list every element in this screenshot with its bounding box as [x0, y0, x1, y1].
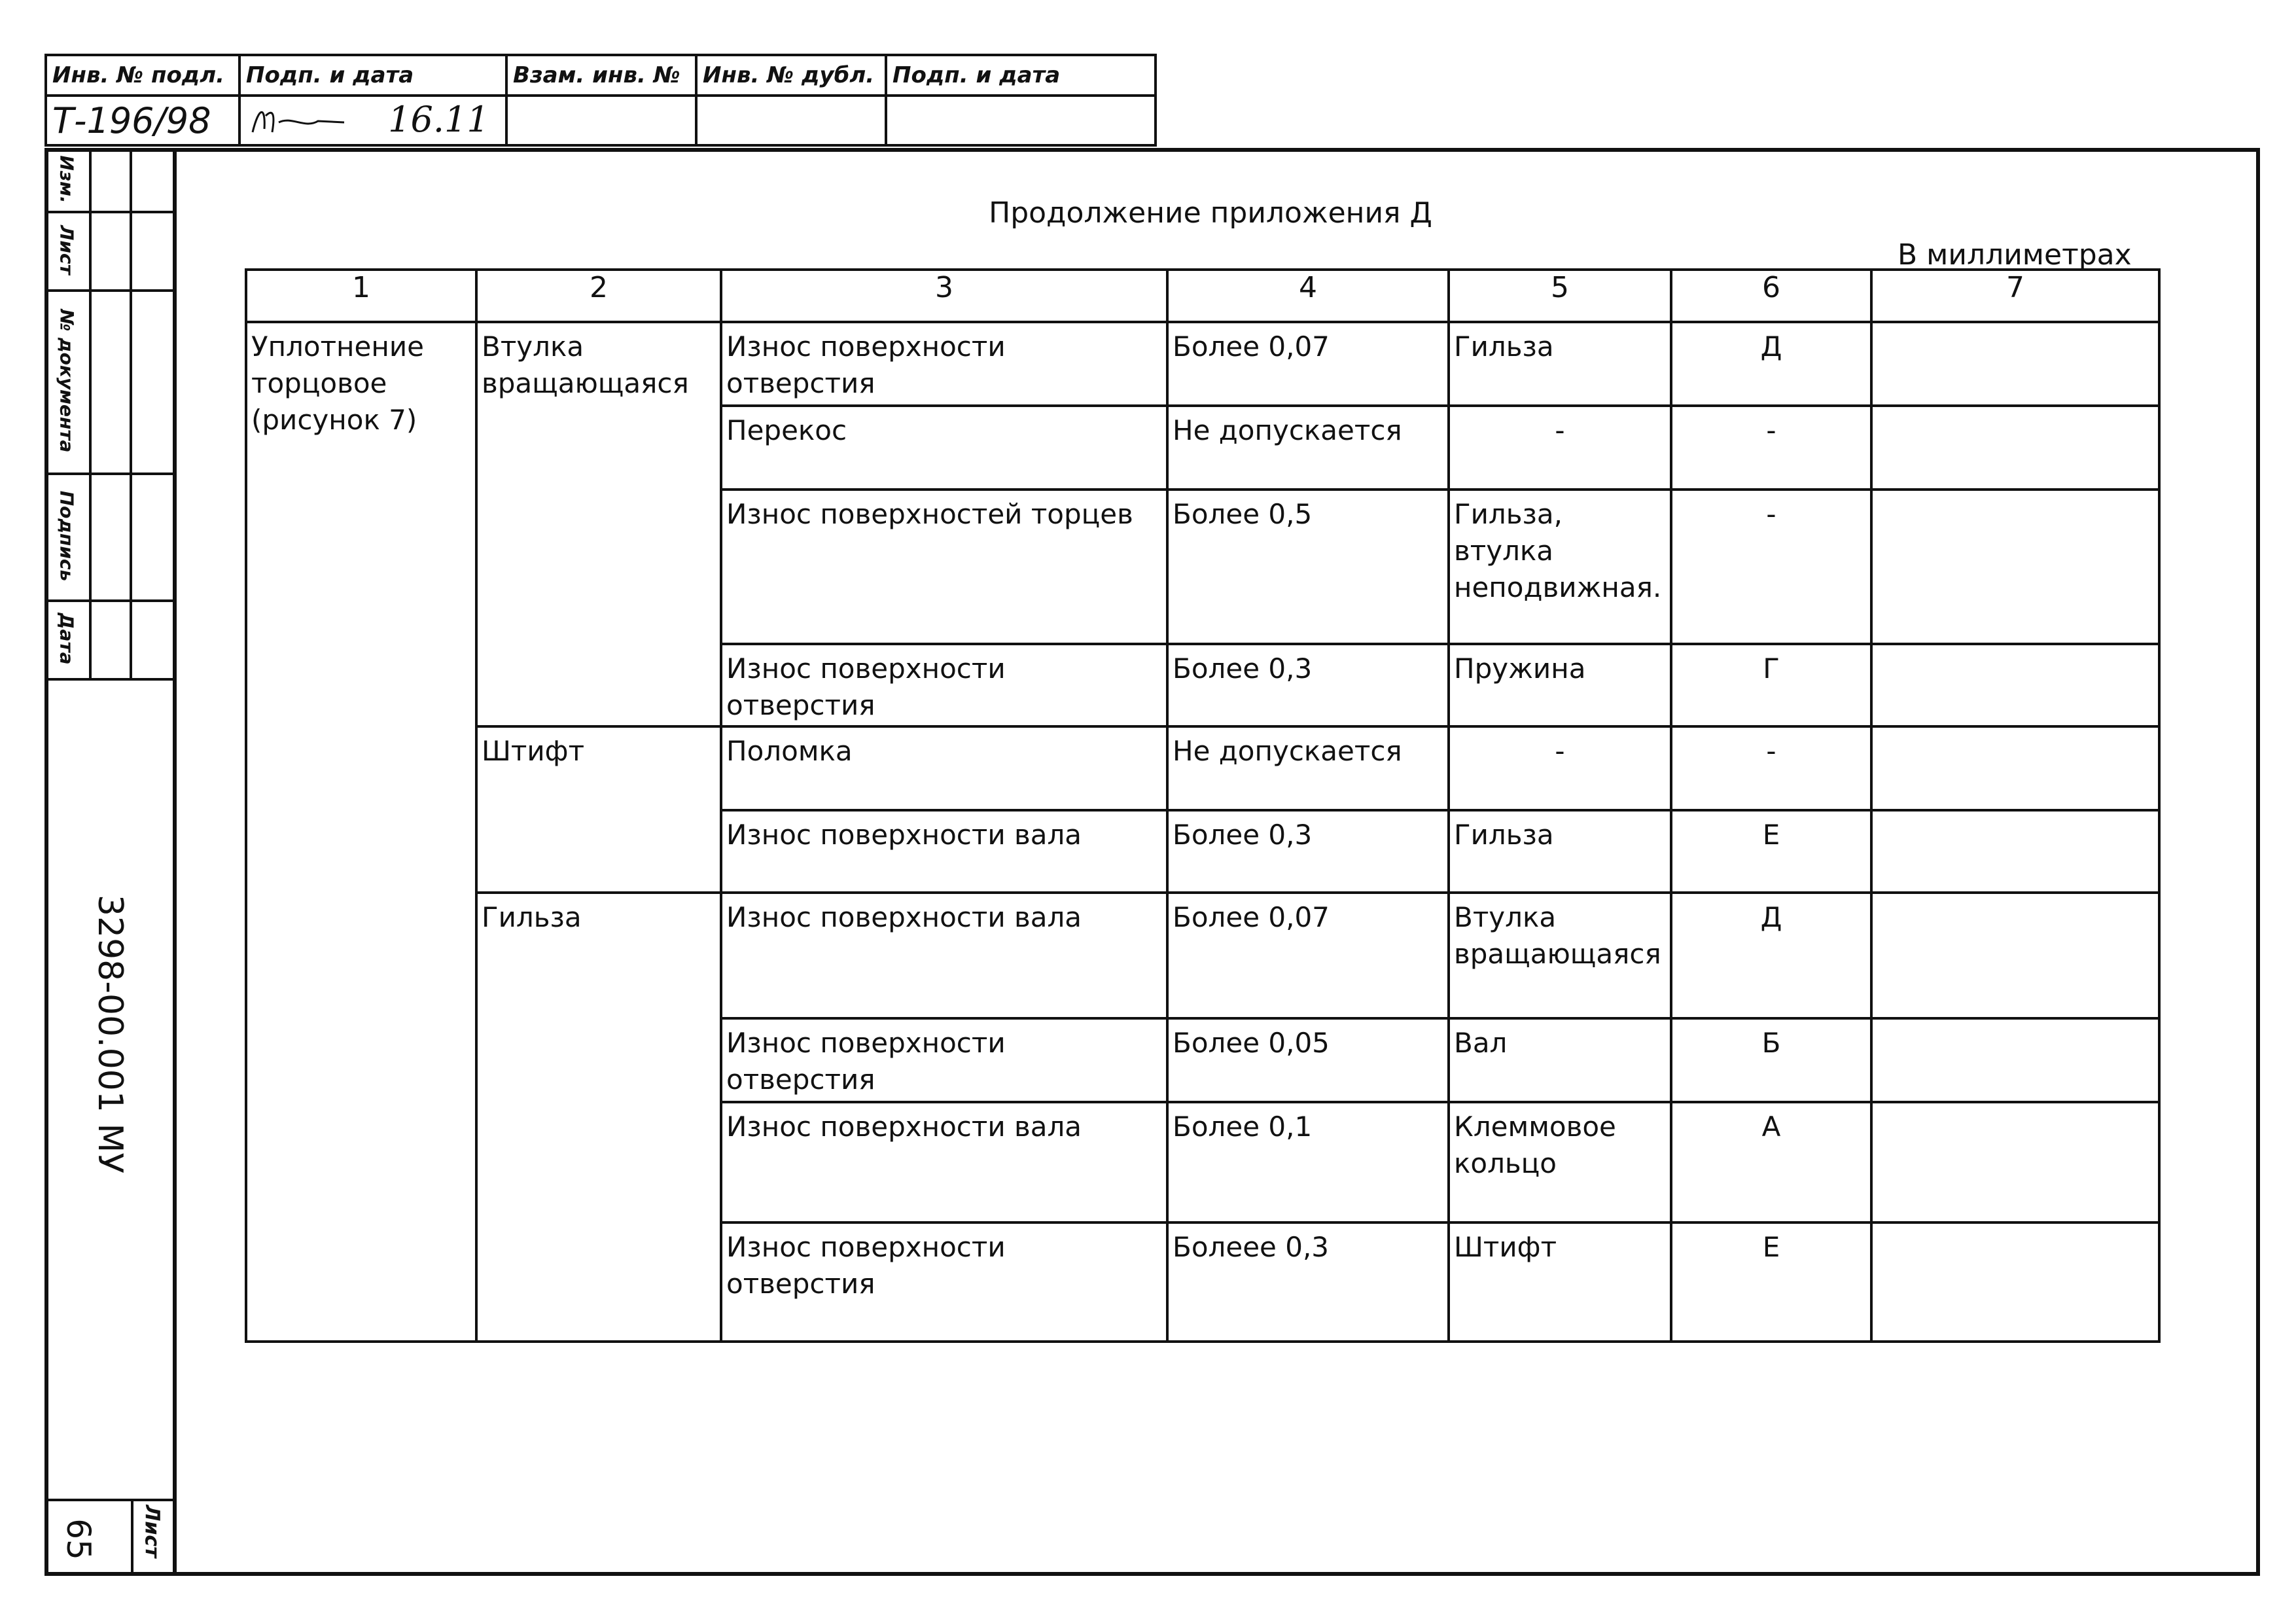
side-row-sheet [44, 211, 175, 292]
units-note: В миллиметрах [1898, 238, 2132, 272]
note-cell [1871, 1018, 2159, 1102]
code-cell: Е [1671, 810, 1871, 893]
mating-part-cell: Вал [1449, 1018, 1671, 1102]
defect-cell: Износ поверхности вала [721, 810, 1167, 893]
note-cell [1871, 644, 2159, 726]
table-row [246, 726, 2159, 810]
side-label-sheet: Лист [56, 225, 78, 275]
part-name-cell: Гильза [476, 893, 721, 1342]
limit-cell: Более 0,5 [1167, 490, 1449, 644]
limit-cell: Более 0,07 [1167, 322, 1449, 406]
column-header: 4 [1167, 270, 1449, 322]
limit-cell: Более 0,1 [1167, 1102, 1449, 1222]
side-row-signature [44, 473, 175, 602]
stamp-value-inv-dup [696, 96, 886, 145]
code-cell: - [1671, 406, 1871, 490]
note-cell [1871, 1102, 2159, 1222]
side-label-date: Дата [56, 613, 78, 665]
side-row-document [44, 289, 175, 475]
part-name-cell: Штифт [476, 726, 721, 893]
column-header: 1 [246, 270, 476, 322]
limit-cell: Более 0,3 [1167, 810, 1449, 893]
column-header: 6 [1671, 270, 1871, 322]
page-title: Продолжение приложения Д [989, 196, 1432, 230]
defect-cell: Перекос [721, 406, 1167, 490]
column-header: 3 [721, 270, 1167, 322]
mating-part-cell: Штифт [1449, 1222, 1671, 1342]
defect-cell: Поломка [721, 726, 1167, 810]
note-cell [1871, 1222, 2159, 1342]
note-cell [1871, 810, 2159, 893]
mating-part-cell: - [1449, 406, 1671, 490]
defect-cell: Износ поверхности вала [721, 1102, 1167, 1222]
code-cell: - [1671, 490, 1871, 644]
limit-cell: Не допускается [1167, 726, 1449, 810]
sheet-label: Лист [140, 1505, 164, 1558]
mating-part-cell: Втулка вращающаяся [1449, 893, 1671, 1018]
column-header: 5 [1449, 270, 1671, 322]
code-cell: Е [1671, 1222, 1871, 1342]
limit-cell: Более 0,3 [1167, 644, 1449, 726]
part-name-cell: Втулка вращающаяся [476, 322, 721, 726]
assembly-cell: Уплотнение торцовое (рисунок 7) [246, 322, 476, 1342]
mating-part-cell: Клеммовое кольцо [1449, 1102, 1671, 1222]
defect-cell: Износ поверхности отверстия [721, 1222, 1167, 1342]
mating-part-cell: - [1449, 726, 1671, 810]
column-header: 7 [1871, 270, 2159, 322]
side-label-document: № документа [56, 309, 78, 453]
sheet-number: 65 [60, 1518, 97, 1560]
stamp-header-sign-date-2: Подп. и дата [886, 55, 1156, 96]
defect-cell: Износ поверхности отверстия [721, 1018, 1167, 1102]
note-cell [1871, 726, 2159, 810]
code-cell: А [1671, 1102, 1871, 1222]
stamp-value-inv-orig: Т-196/98 [46, 96, 239, 145]
stamp-header-inv-orig: Инв. № подл. [46, 55, 239, 96]
side-label-change: Изм. [56, 155, 78, 204]
mating-part-cell: Гильза [1449, 810, 1671, 893]
mating-part-cell: Пружина [1449, 644, 1671, 726]
signature-icon [246, 103, 377, 142]
side-row-change [44, 148, 175, 213]
approval-stamp [44, 54, 1157, 147]
limit-cell: Болеее 0,3 [1167, 1222, 1449, 1342]
code-cell: Б [1671, 1018, 1871, 1102]
code-cell: Д [1671, 322, 1871, 406]
mating-part-cell: Гильза, втулка неподвижная. [1449, 490, 1671, 644]
table-row [246, 893, 2159, 1018]
defect-cell: Износ поверхностей торцев [721, 490, 1167, 644]
side-label-signature: Подпись [56, 490, 78, 582]
note-cell [1871, 322, 2159, 406]
stamp-header-replaced-inv: Взам. инв. № [506, 55, 696, 96]
defects-table [245, 268, 2161, 1343]
note-cell [1871, 893, 2159, 1018]
limit-cell: Более 0,05 [1167, 1018, 1449, 1102]
side-row-date [44, 599, 175, 681]
stamp-value-sign-date-2 [886, 96, 1156, 145]
note-cell [1871, 406, 2159, 490]
mating-part-cell: Гильза [1449, 322, 1671, 406]
stamp-value-replaced-inv [506, 96, 696, 145]
limit-cell: Не допускается [1167, 406, 1449, 490]
note-cell [1871, 490, 2159, 644]
code-cell: Д [1671, 893, 1871, 1018]
defect-cell: Износ поверхности вала [721, 893, 1167, 1018]
table-header-row [246, 270, 2159, 322]
defect-cell: Износ поверхности отверстия [721, 644, 1167, 726]
stamp-header-sign-date: Подп. и дата [239, 55, 506, 96]
defect-cell: Износ поверхности отверстия [721, 322, 1167, 406]
table-row [246, 322, 2159, 406]
code-cell: Г [1671, 644, 1871, 726]
code-cell: - [1671, 726, 1871, 810]
stamp-value-sign-date [239, 96, 506, 145]
column-header: 2 [476, 270, 721, 322]
limit-cell: Более 0,07 [1167, 893, 1449, 1018]
stamp-date: 16.11 [388, 99, 489, 140]
document-code: 3298-00.001 МУ [90, 894, 130, 1174]
stamp-header-inv-dup: Инв. № дубл. [696, 55, 886, 96]
